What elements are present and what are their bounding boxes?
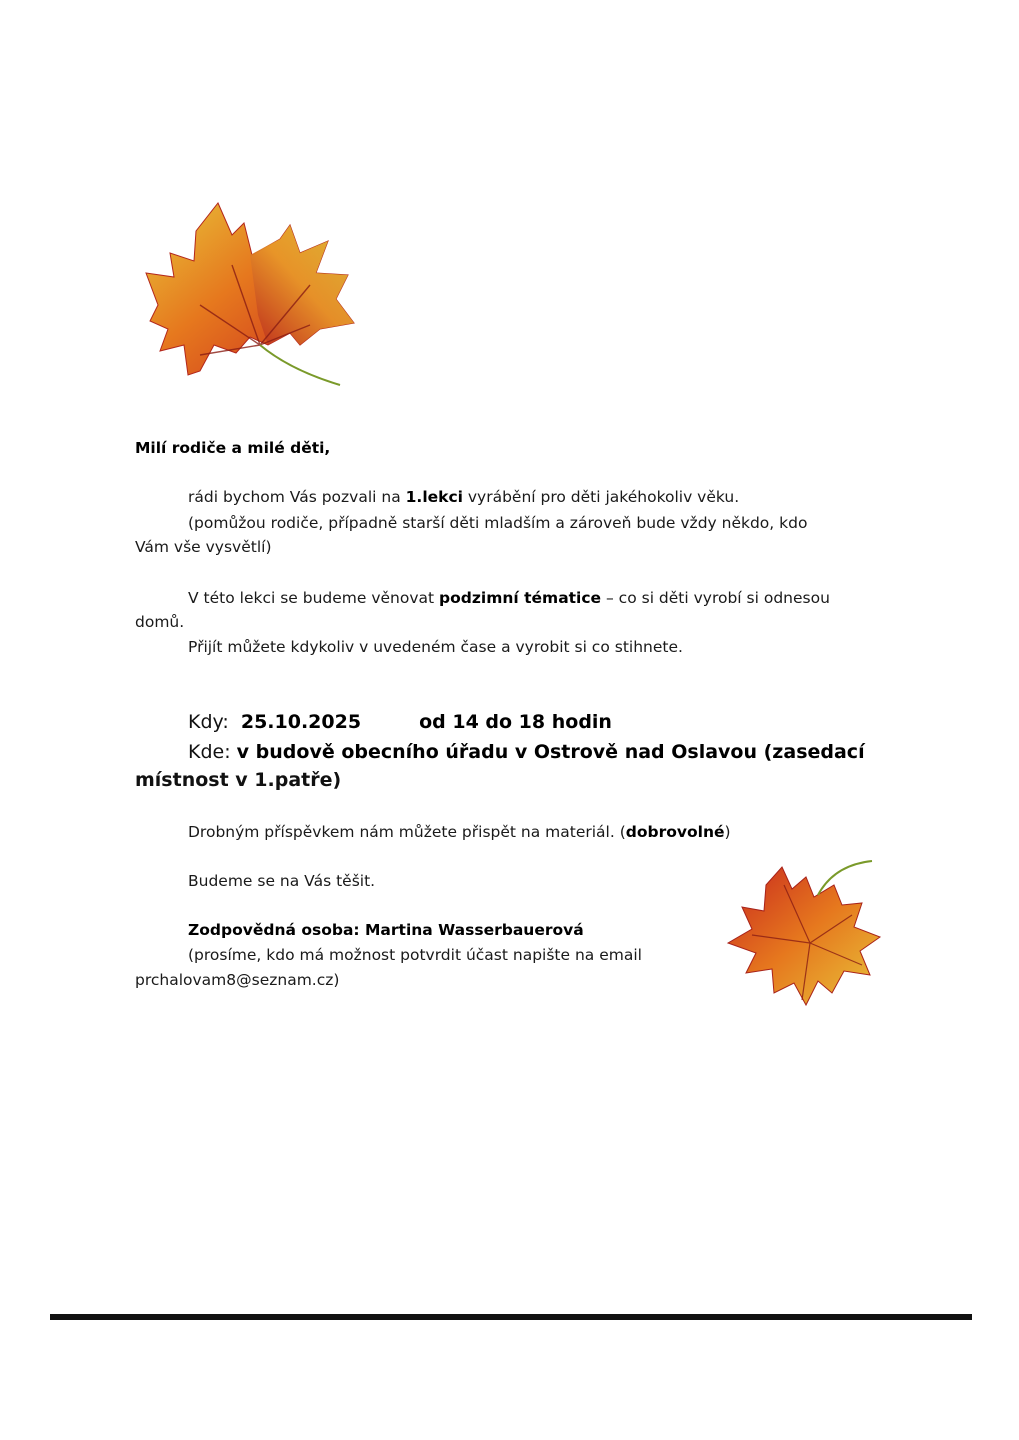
para1-line3: Vám vše vysvětlí) bbox=[135, 538, 272, 556]
para1-post: vyrábění pro děti jakéhokoliv věku. bbox=[462, 488, 740, 506]
contact-line1: (prosíme, kdo má možnost potvrdit účast napište na email bbox=[188, 946, 642, 964]
para2-line3: Přijít můžete kdykoliv v uvedeném čase a vyrobit si co stihnete. bbox=[188, 638, 683, 656]
para1-line1 bbox=[188, 485, 739, 509]
para2-line2: domů. bbox=[135, 613, 185, 631]
bottom-divider bbox=[50, 1314, 972, 1320]
para2-line1 bbox=[188, 586, 830, 610]
contact-email: prchalovam8@seznam.cz) bbox=[135, 971, 340, 989]
para1-pre: rádi bychom Vás pozvali na bbox=[188, 488, 406, 506]
where-text-2: místnost v 1.patře) bbox=[135, 769, 342, 791]
where-label: Kde: bbox=[188, 741, 231, 763]
para1-line2: (pomůžou rodiče, případně starší děti mladším a zároveň bude vždy někdo, kdo bbox=[188, 514, 808, 532]
greeting: Milí rodiče a milé děti, bbox=[135, 439, 331, 457]
maple-leaf-bottom-image bbox=[722, 855, 887, 1010]
when-date: 25.10.2025 bbox=[240, 711, 362, 733]
when-time: od 14 do 18 hodin bbox=[419, 711, 612, 733]
closing: Budeme se na Vás těšit. bbox=[188, 872, 376, 890]
when-line bbox=[188, 708, 612, 736]
maple-leaf-top-image bbox=[140, 195, 360, 395]
contribution-close: ) bbox=[724, 823, 731, 841]
contribution-text: Drobným příspěvkem nám můžete přispět na materiál. ( bbox=[188, 823, 626, 841]
when-label: Kdy: bbox=[188, 711, 229, 733]
para2-bold: podzimní tématice bbox=[439, 589, 602, 607]
where-text-1: v budově obecního úřadu v Ostrově nad Oslavou (zasedací bbox=[236, 741, 865, 763]
para2-pre: V této lekci se budeme věnovat bbox=[188, 589, 440, 607]
para2-post: – co si děti vyrobí si odnesou bbox=[601, 589, 830, 607]
contact-title: Zodpovědná osoba: Martina Wasserbauerová bbox=[188, 921, 584, 939]
where-line1 bbox=[188, 738, 865, 766]
contribution-line bbox=[188, 820, 731, 844]
para1-bold: 1.lekci bbox=[405, 488, 463, 506]
contribution-bold: dobrovolné bbox=[625, 823, 725, 841]
